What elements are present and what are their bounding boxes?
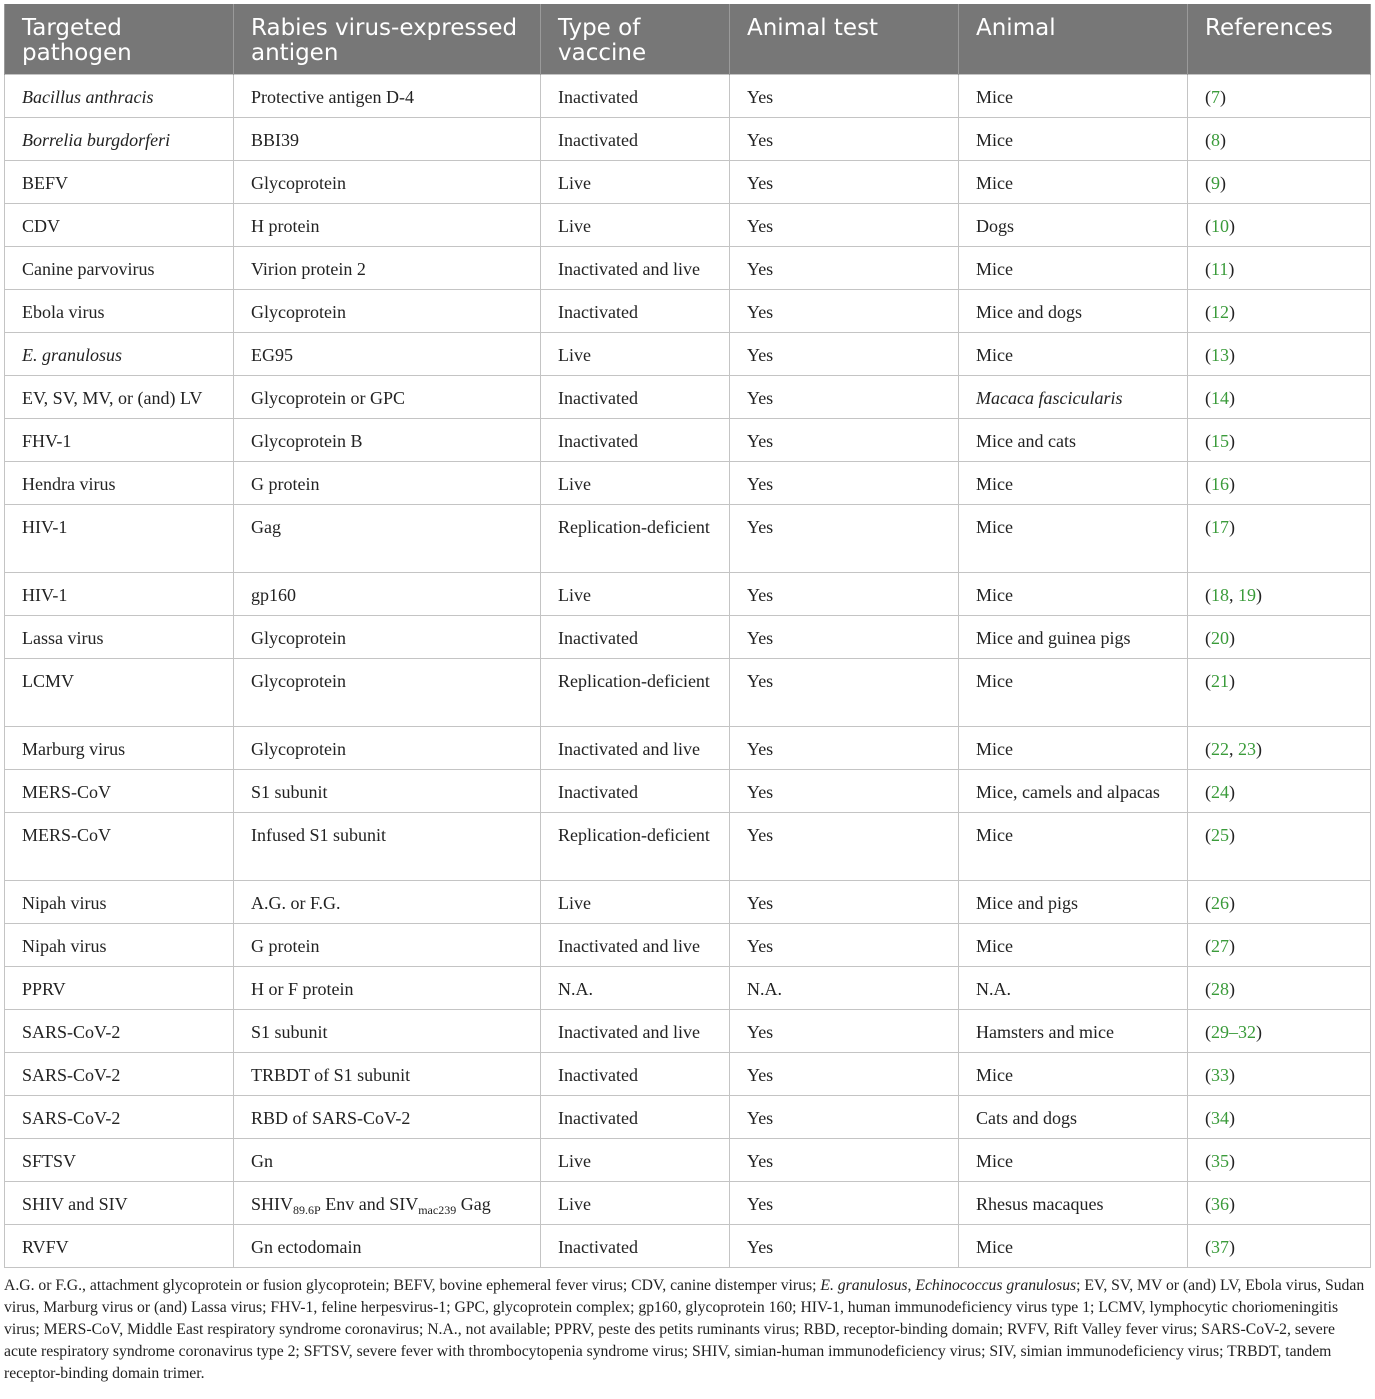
antigen-cell: Gn — [234, 1139, 541, 1182]
animal-test-cell: Yes — [730, 616, 959, 659]
references-cell: (14) — [1188, 376, 1371, 419]
pathogen-cell: E. granulosus — [5, 333, 234, 376]
reference-link[interactable]: 7 — [1211, 87, 1220, 107]
animal-test-cell: Yes — [730, 1182, 959, 1225]
animal-test-cell: Yes — [730, 118, 959, 161]
animal-cell: Rhesus macaques — [959, 1182, 1188, 1225]
antigen-cell: H or F protein — [234, 967, 541, 1010]
pathogen-cell: PPRV — [5, 967, 234, 1010]
antigen-cell: Virion protein 2 — [234, 247, 541, 290]
animal-test-cell: Yes — [730, 573, 959, 616]
vaccine-type-cell: Live — [541, 881, 730, 924]
pathogen-cell: Canine parvovirus — [5, 247, 234, 290]
animal-cell: Mice and guinea pigs — [959, 616, 1188, 659]
animal-cell: Mice — [959, 505, 1188, 573]
pathogen-cell: Ebola virus — [5, 290, 234, 333]
animal-cell: Mice, camels and alpacas — [959, 770, 1188, 813]
vaccine-type-cell: Live — [541, 1139, 730, 1182]
antigen-cell: A.G. or F.G. — [234, 881, 541, 924]
table-row — [5, 1139, 1371, 1182]
table-row — [5, 770, 1371, 813]
antigen-cell: H protein — [234, 204, 541, 247]
animal-test-cell: Yes — [730, 247, 959, 290]
reference-link[interactable]: 19 — [1238, 585, 1256, 605]
reference-link[interactable]: 17 — [1211, 517, 1229, 537]
vaccine-type-cell: Inactivated — [541, 1096, 730, 1139]
pathogen-cell: SARS-CoV-2 — [5, 1096, 234, 1139]
reference-link[interactable]: 15 — [1211, 431, 1229, 451]
antigen-cell: EG95 — [234, 333, 541, 376]
animal-cell: N.A. — [959, 967, 1188, 1010]
references-cell: (36) — [1188, 1182, 1371, 1225]
animal-cell: Mice and cats — [959, 419, 1188, 462]
references-cell: (10) — [1188, 204, 1371, 247]
pathogen-cell: SHIV and SIV — [5, 1182, 234, 1225]
table-footnote — [4, 1275, 1370, 1385]
pathogen-cell: LCMV — [5, 659, 234, 727]
animal-test-cell: Yes — [730, 727, 959, 770]
pathogen-cell: SARS-CoV-2 — [5, 1053, 234, 1096]
vaccine-type-cell: Inactivated — [541, 118, 730, 161]
animal-test-cell: Yes — [730, 881, 959, 924]
pathogen-cell: HIV-1 — [5, 505, 234, 573]
vaccine-type-cell: Inactivated and live — [541, 924, 730, 967]
references-cell: (21) — [1188, 659, 1371, 727]
reference-link[interactable]: 20 — [1211, 628, 1229, 648]
animal-test-cell: Yes — [730, 290, 959, 333]
reference-link[interactable]: 28 — [1211, 979, 1229, 999]
animal-cell: Mice — [959, 1225, 1188, 1268]
references-cell: (15) — [1188, 419, 1371, 462]
table-row — [5, 333, 1371, 376]
header-targeted-pathogen: Targeted pathogen — [5, 4, 234, 75]
reference-link[interactable]: 9 — [1211, 173, 1220, 193]
vaccine-type-cell: Live — [541, 333, 730, 376]
reference-link[interactable]: 33 — [1211, 1065, 1229, 1085]
animal-cell: Mice — [959, 75, 1188, 118]
pathogen-cell: Borrelia burgdorferi — [5, 118, 234, 161]
animal-test-cell: Yes — [730, 505, 959, 573]
pathogen-cell: SFTSV — [5, 1139, 234, 1182]
reference-link[interactable]: 29–32 — [1211, 1022, 1256, 1042]
reference-link[interactable]: 23 — [1238, 739, 1256, 759]
vaccine-type-cell: Inactivated — [541, 75, 730, 118]
animal-cell: Mice — [959, 247, 1188, 290]
reference-link[interactable]: 25 — [1211, 825, 1229, 845]
reference-link[interactable]: 14 — [1211, 388, 1229, 408]
vaccine-type-cell: Inactivated — [541, 290, 730, 333]
references-cell: (17) — [1188, 505, 1371, 573]
reference-link[interactable]: 22 — [1211, 739, 1229, 759]
references-cell: (16) — [1188, 462, 1371, 505]
antigen-cell: BBI39 — [234, 118, 541, 161]
table-row — [5, 1225, 1371, 1268]
header-rabies-antigen: Rabies virus-expressed antigen — [234, 4, 541, 75]
reference-link[interactable]: 35 — [1211, 1151, 1229, 1171]
references-cell: (34) — [1188, 1096, 1371, 1139]
references-cell: (8) — [1188, 118, 1371, 161]
antigen-cell: RBD of SARS-CoV-2 — [234, 1096, 541, 1139]
table-row — [5, 75, 1371, 118]
animal-cell: Mice and dogs — [959, 290, 1188, 333]
antigen-cell: Glycoprotein — [234, 290, 541, 333]
table-row — [5, 505, 1371, 573]
animal-cell: Mice — [959, 924, 1188, 967]
table-row — [5, 247, 1371, 290]
vaccine-type-cell: Inactivated — [541, 770, 730, 813]
animal-cell: Mice — [959, 813, 1188, 881]
table-row — [5, 204, 1371, 247]
antigen-part: SHIV — [251, 1194, 294, 1214]
pathogen-cell: EV, SV, MV, or (and) LV — [5, 376, 234, 419]
reference-link[interactable]: 37 — [1211, 1237, 1229, 1257]
antigen-cell: Gag — [234, 505, 541, 573]
antigen-cell: S1 subunit — [234, 1010, 541, 1053]
table-row — [5, 1182, 1371, 1225]
antigen-cell: Glycoprotein — [234, 161, 541, 204]
references-cell: (20) — [1188, 616, 1371, 659]
reference-link[interactable]: 21 — [1211, 671, 1229, 691]
vaccine-type-cell: Replication-deficient — [541, 813, 730, 881]
pathogen-cell: FHV-1 — [5, 419, 234, 462]
pathogen-cell: SARS-CoV-2 — [5, 1010, 234, 1053]
vaccine-type-cell: N.A. — [541, 967, 730, 1010]
animal-test-cell: Yes — [730, 1139, 959, 1182]
table-row — [5, 967, 1371, 1010]
antigen-cell: Glycoprotein — [234, 727, 541, 770]
table-row — [5, 924, 1371, 967]
vaccine-type-cell: Inactivated and live — [541, 727, 730, 770]
reference-link[interactable]: 18 — [1211, 585, 1229, 605]
vaccine-type-cell: Inactivated — [541, 376, 730, 419]
animal-test-cell: Yes — [730, 1053, 959, 1096]
antigen-subscript: mac239 — [418, 1203, 457, 1217]
pathogen-cell: Nipah virus — [5, 881, 234, 924]
animal-cell: Mice — [959, 161, 1188, 204]
antigen-cell: Glycoprotein or GPC — [234, 376, 541, 419]
pathogen-cell: Bacillus anthracis — [5, 75, 234, 118]
footnote-text-2: , — [907, 1277, 916, 1294]
animal-test-cell: N.A. — [730, 967, 959, 1010]
table-row — [5, 573, 1371, 616]
references-cell: (35) — [1188, 1139, 1371, 1182]
reference-link[interactable]: 11 — [1211, 259, 1229, 279]
animal-test-cell: Yes — [730, 770, 959, 813]
vaccine-type-cell: Inactivated and live — [541, 247, 730, 290]
references-cell: (28) — [1188, 967, 1371, 1010]
table-row — [5, 1010, 1371, 1053]
pathogen-cell: MERS-CoV — [5, 770, 234, 813]
table-row — [5, 161, 1371, 204]
pathogen-cell: Marburg virus — [5, 727, 234, 770]
antigen-cell: Protective antigen D-4 — [234, 75, 541, 118]
animal-test-cell: Yes — [730, 333, 959, 376]
animal-cell: Mice — [959, 1053, 1188, 1096]
vaccine-type-cell: Live — [541, 462, 730, 505]
animal-test-cell: Yes — [730, 1096, 959, 1139]
antigen-cell: S1 subunit — [234, 770, 541, 813]
vaccine-type-cell: Inactivated and live — [541, 1010, 730, 1053]
header-type-of-vaccine: Type of vaccine — [541, 4, 730, 75]
reference-link[interactable]: 26 — [1211, 893, 1229, 913]
footnote-italic-1: E. granulosus — [820, 1277, 908, 1294]
animal-test-cell: Yes — [730, 462, 959, 505]
animal-test-cell: Yes — [730, 75, 959, 118]
vaccine-type-cell: Inactivated — [541, 1053, 730, 1096]
references-cell: (26) — [1188, 881, 1371, 924]
footnote-italic-2: Echinococcus granulosus — [915, 1277, 1077, 1294]
animal-cell: Hamsters and mice — [959, 1010, 1188, 1053]
table-row — [5, 727, 1371, 770]
vaccine-type-cell: Live — [541, 204, 730, 247]
footnote-text-3: ; EV, SV, MV or (and) LV, Ebola virus, Sudan virus, Marburg virus or (and) Lassa virus; FHV-1, feline herpesvirus-1; GPC, glycoprotein complex; gp160, glycoprotein 160; HIV-1, human immunodeficiency virus type 1; LCMV, lymphocytic choriomeningitis virus; MERS-CoV, Middle East respiratory syndrome coronavirus; N.A., not available; PPRV, peste des petits ruminants virus; RBD, receptor-binding domain; RVFV, Rift Valley fever virus; SARS-CoV-2, severe acute respiratory syndrome coronavirus type 2; SFTSV, severe fever with thrombocytopenia syndrome virus; SHIV, simian-human immunodeficiency virus; SIV, simian immunodeficiency virus; TRBDT, tandem receptor-binding domain trimer. — [4, 1277, 1365, 1382]
antigen-cell: TRBDT of S1 subunit — [234, 1053, 541, 1096]
pathogen-cell: Hendra virus — [5, 462, 234, 505]
animal-cell: Mice — [959, 573, 1188, 616]
references-cell: (12) — [1188, 290, 1371, 333]
table-row — [5, 1096, 1371, 1139]
header-animal-test: Animal test — [730, 4, 959, 75]
header-animal: Animal — [959, 4, 1188, 75]
table-header-row — [5, 4, 1371, 75]
header-references: References — [1188, 4, 1371, 75]
table-row — [5, 1053, 1371, 1096]
references-cell: (9) — [1188, 161, 1371, 204]
table-row — [5, 616, 1371, 659]
animal-cell: Mice — [959, 727, 1188, 770]
animal-test-cell: Yes — [730, 376, 959, 419]
animal-cell: Mice — [959, 118, 1188, 161]
table-row — [5, 659, 1371, 727]
animal-test-cell: Yes — [730, 419, 959, 462]
animal-cell: Macaca fascicularis — [959, 376, 1188, 419]
table-row — [5, 813, 1371, 881]
animal-test-cell: Yes — [730, 659, 959, 727]
vaccine-type-cell: Live — [541, 1182, 730, 1225]
antigen-cell — [234, 1182, 541, 1225]
antigen-cell: Glycoprotein — [234, 616, 541, 659]
animal-cell: Mice and pigs — [959, 881, 1188, 924]
pathogen-cell: Lassa virus — [5, 616, 234, 659]
vaccine-type-cell: Replication-deficient — [541, 505, 730, 573]
table-row — [5, 462, 1371, 505]
table-row — [5, 881, 1371, 924]
antigen-cell: Glycoprotein B — [234, 419, 541, 462]
table-row — [5, 290, 1371, 333]
table-body — [5, 75, 1371, 1268]
reference-link[interactable]: 27 — [1211, 936, 1229, 956]
pathogen-cell: Nipah virus — [5, 924, 234, 967]
pathogen-cell: MERS-CoV — [5, 813, 234, 881]
references-cell: (24) — [1188, 770, 1371, 813]
vaccine-type-cell: Inactivated — [541, 616, 730, 659]
reference-link[interactable]: 34 — [1211, 1108, 1229, 1128]
vaccine-type-cell: Inactivated — [541, 419, 730, 462]
reference-link[interactable]: 24 — [1211, 782, 1229, 802]
animal-test-cell: Yes — [730, 1225, 959, 1268]
antigen-cell: Gn ectodomain — [234, 1225, 541, 1268]
references-cell: (33) — [1188, 1053, 1371, 1096]
table-row — [5, 419, 1371, 462]
animal-cell: Cats and dogs — [959, 1096, 1188, 1139]
animal-cell: Mice — [959, 1139, 1188, 1182]
pathogen-cell: HIV-1 — [5, 573, 234, 616]
animal-test-cell: Yes — [730, 204, 959, 247]
pathogen-cell: BEFV — [5, 161, 234, 204]
footnote-text-1: A.G. or F.G., attachment glycoprotein or fusion glycoprotein; BEFV, bovine ephemeral fever virus; CDV, canine distemper virus; — [4, 1277, 821, 1294]
antigen-cell: gp160 — [234, 573, 541, 616]
reference-link[interactable]: 10 — [1211, 216, 1229, 236]
animal-cell: Mice — [959, 333, 1188, 376]
antigen-cell: Infused S1 subunit — [234, 813, 541, 881]
vaccine-type-cell: Inactivated — [541, 1225, 730, 1268]
animal-test-cell: Yes — [730, 924, 959, 967]
references-cell: (25) — [1188, 813, 1371, 881]
animal-cell: Dogs — [959, 204, 1188, 247]
references-cell: (29–32) — [1188, 1010, 1371, 1053]
references-cell: (27) — [1188, 924, 1371, 967]
reference-link[interactable]: 12 — [1211, 302, 1229, 322]
references-cell: (7) — [1188, 75, 1371, 118]
reference-link[interactable]: 13 — [1211, 345, 1229, 365]
reference-link[interactable]: 16 — [1211, 474, 1229, 494]
animal-cell: Mice — [959, 462, 1188, 505]
antigen-part: Gag — [456, 1194, 491, 1214]
vaccine-type-cell: Live — [541, 161, 730, 204]
references-cell: (11) — [1188, 247, 1371, 290]
vaccine-table — [4, 4, 1371, 1268]
reference-link[interactable]: 8 — [1211, 130, 1220, 150]
references-cell: (22, 23) — [1188, 727, 1371, 770]
antigen-cell: G protein — [234, 462, 541, 505]
pathogen-cell: CDV — [5, 204, 234, 247]
vaccine-type-cell: Live — [541, 573, 730, 616]
animal-cell: Mice — [959, 659, 1188, 727]
animal-test-cell: Yes — [730, 1010, 959, 1053]
antigen-part: Env and SIV — [320, 1194, 419, 1214]
animal-test-cell: Yes — [730, 161, 959, 204]
references-cell: (37) — [1188, 1225, 1371, 1268]
animal-test-cell: Yes — [730, 813, 959, 881]
antigen-subscript: 89.6P — [293, 1203, 321, 1217]
antigen-cell: Glycoprotein — [234, 659, 541, 727]
table-row — [5, 118, 1371, 161]
references-cell: (13) — [1188, 333, 1371, 376]
vaccine-type-cell: Replication-deficient — [541, 659, 730, 727]
table-row — [5, 376, 1371, 419]
references-cell: (18, 19) — [1188, 573, 1371, 616]
antigen-cell: G protein — [234, 924, 541, 967]
pathogen-cell: RVFV — [5, 1225, 234, 1268]
reference-link[interactable]: 36 — [1211, 1194, 1229, 1214]
